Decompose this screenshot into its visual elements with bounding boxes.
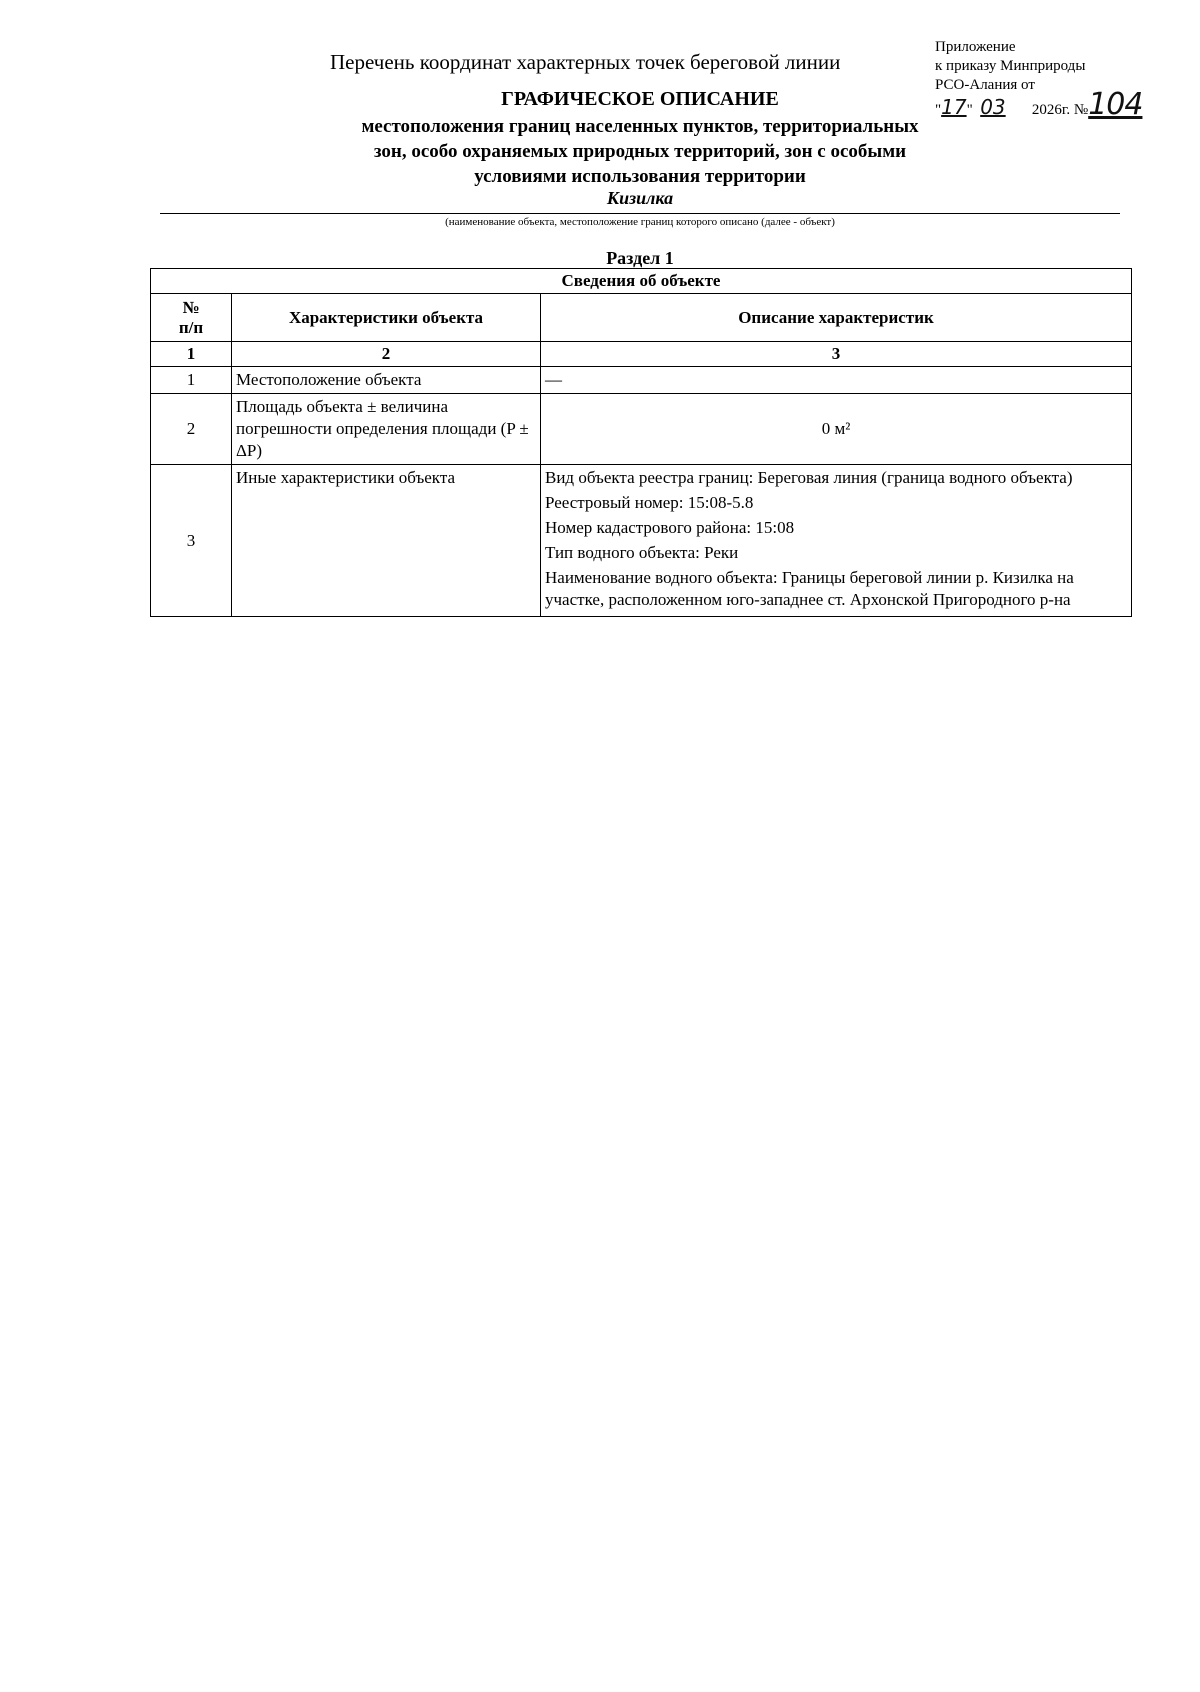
row-characteristic: Площадь объекта ± величина погрешности определения площади (P ± ΔP) — [232, 394, 541, 465]
description-item: Номер кадастрового района: 15:08 — [545, 518, 795, 537]
object-name: Кизилка — [606, 188, 674, 208]
appendix-line-2: к приказу Минприроды — [935, 58, 1086, 74]
table-header-row — [151, 294, 1132, 342]
table-title-row — [151, 269, 1132, 294]
row-characteristic: Местоположение объекта — [232, 367, 541, 394]
column-number-row — [151, 342, 1132, 367]
underline-divider — [160, 213, 1120, 214]
description-item: Вид объекта реестра границ: Береговая линия (граница водного объекта) — [545, 468, 1073, 487]
column-header-description: Описание характеристик — [541, 294, 1132, 342]
column-number: 3 — [541, 342, 1132, 367]
table-row — [151, 465, 1132, 617]
row-number: 2 — [151, 394, 232, 465]
row-description: — — [541, 367, 1132, 394]
appendix-order-number: 104 — [1088, 87, 1143, 122]
column-number: 1 — [151, 342, 232, 367]
table-row — [151, 394, 1132, 465]
row-characteristic: Иные характеристики объекта — [232, 465, 541, 617]
list-title: Перечень координат характерных точек береговой линии — [330, 50, 841, 74]
description-item: Реестровый номер: 15:08-5.8 — [545, 493, 754, 512]
subtitle-line: зон, особо охраняемых природных территорий, зон с особыми — [373, 141, 907, 162]
appendix-line-3: РСО-Алания от — [935, 77, 1035, 93]
appendix-day: 17 — [941, 95, 967, 119]
column-header-characteristic: Характеристики объекта — [232, 294, 541, 342]
column-number: 2 — [232, 342, 541, 367]
description-item: Наименование водного объекта: Границы береговой линии р. Кизилка на участке, расположенном юго-западнее ст. Архонской Пригородного р-на — [545, 568, 1074, 609]
object-name-caption: (наименование объекта, местоположение границ которого описано (далее - объект) — [445, 216, 835, 228]
page-title: ГРАФИЧЕСКОЕ ОПИСАНИЕ — [501, 88, 779, 110]
table-title: Сведения об объекте — [151, 269, 1132, 294]
description-item: Тип водного объекта: Реки — [545, 543, 739, 562]
subtitle-line: условиями использования территории — [474, 166, 806, 187]
page-subtitle — [300, 114, 980, 189]
row-description — [541, 465, 1132, 617]
row-number: 3 — [151, 465, 232, 617]
column-header-number: № п/п — [151, 294, 232, 342]
table-row — [151, 367, 1132, 394]
appendix-year: 2026г. № — [1031, 102, 1089, 118]
appendix-month: 03 — [980, 95, 1006, 119]
appendix-line-1: Приложение — [935, 39, 1016, 55]
appendix-date-line: "17" 03 2026г. №104 — [935, 87, 1143, 122]
subtitle-line: местоположения границ населенных пунктов, территориальных — [361, 116, 919, 137]
section-title: Раздел 1 — [606, 248, 674, 268]
object-info-table — [150, 268, 1132, 617]
row-number: 1 — [151, 367, 232, 394]
row-description: 0 м² — [541, 394, 1132, 465]
